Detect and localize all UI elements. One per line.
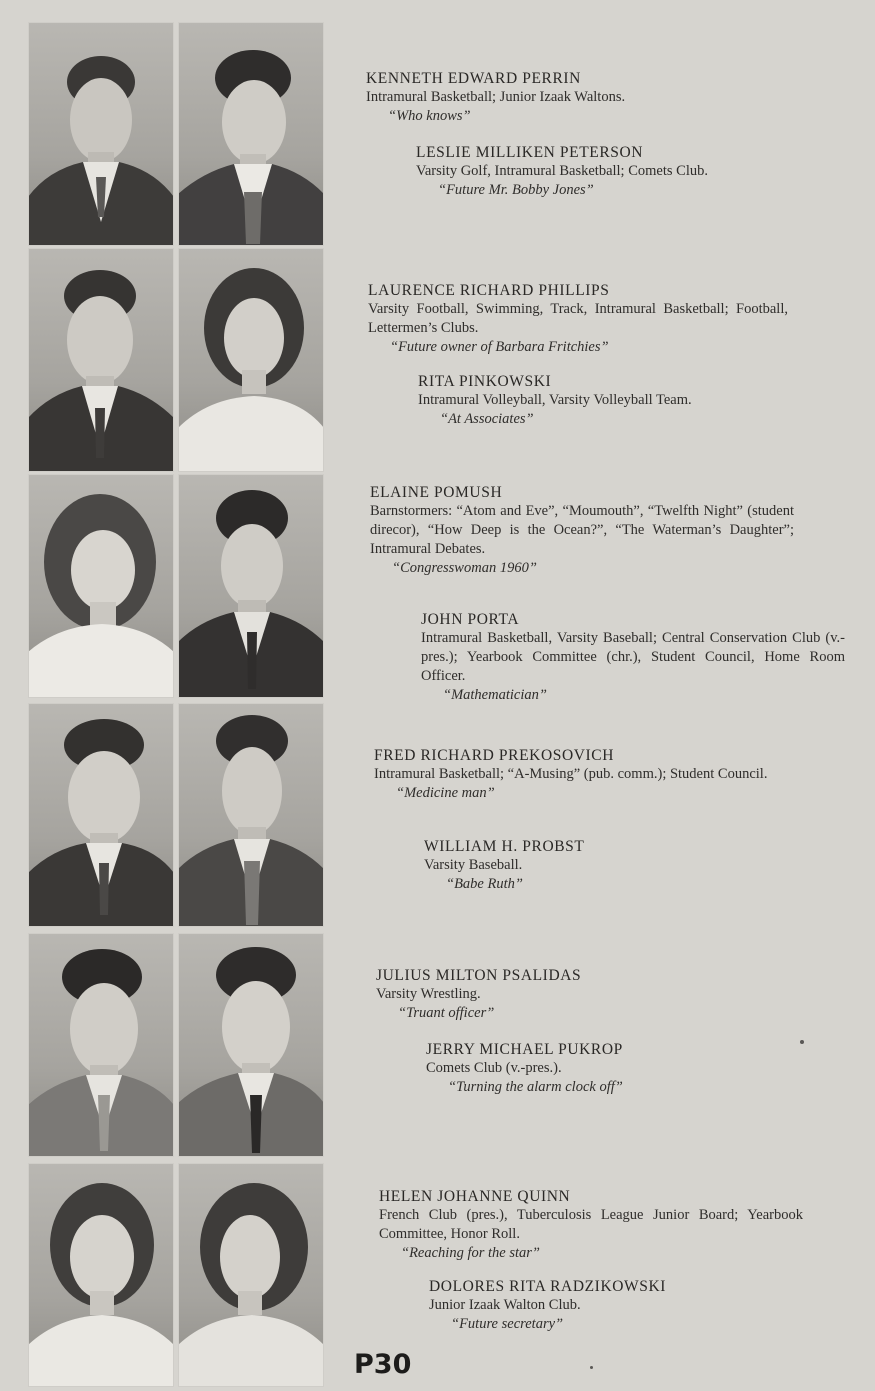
student-quote: “Babe Ruth” <box>446 876 523 892</box>
print-speck <box>800 1040 804 1044</box>
portrait-photo <box>28 474 174 698</box>
student-quote: “Congresswoman 1960” <box>392 560 537 576</box>
student-name: JOHN PORTA <box>421 611 520 628</box>
student-entry <box>370 483 794 578</box>
student-entry <box>374 746 796 803</box>
student-quote: “Mathematician” <box>443 687 547 703</box>
student-quote: “At Associates” <box>440 411 534 427</box>
student-entry <box>368 281 788 357</box>
student-entry <box>429 1277 809 1334</box>
portrait-photo <box>178 22 324 246</box>
student-entry <box>426 1040 816 1097</box>
student-activities: Varsity Baseball. <box>424 857 523 873</box>
page-number: P30 <box>354 1349 412 1380</box>
student-quote: “Future Mr. Bobby Jones” <box>438 182 594 198</box>
student-activities: Comets Club (v.-pres.). <box>426 1060 562 1076</box>
portrait-photo <box>178 1163 324 1387</box>
student-activities: Varsity Wrestling. <box>376 986 481 1002</box>
portrait-photo <box>28 22 174 246</box>
student-activities: Varsity Golf, Intramural Basketball; Comets Club. <box>416 163 708 179</box>
portrait-photo <box>178 248 324 472</box>
portrait-photo <box>178 703 324 927</box>
student-name: JULIUS MILTON PSALIDAS <box>376 967 582 984</box>
student-quote: “Future secretary” <box>451 1316 564 1332</box>
print-speck <box>590 1366 593 1369</box>
student-name: LESLIE MILLIKEN PETERSON <box>416 144 644 161</box>
student-quote: “Truant officer” <box>398 1005 495 1021</box>
student-name: WILLIAM H. PROBST <box>424 838 585 855</box>
student-activities: Barnstormers: “Atom and Eve”, “Moumouth”, “Twelfth Night” (student direcor), “How Deep is the Ocean?”, “The Waterman’s Daughter”; Intramural Debates. <box>370 503 794 557</box>
student-name: KENNETH EDWARD PERRIN <box>366 70 581 87</box>
student-name: DOLORES RITA RADZIKOWSKI <box>429 1278 667 1295</box>
student-quote: “Turning the alarm clock off” <box>448 1079 623 1095</box>
portrait-photo <box>28 933 174 1157</box>
student-entry <box>421 610 845 705</box>
student-activities: Intramural Basketball; Junior Izaak Waltons. <box>366 89 626 105</box>
student-name: JERRY MICHAEL PUKROP <box>426 1041 623 1058</box>
student-activities: Varsity Football, Swimming, Track, Intramural Basketball; Football, Lettermen’s Clubs. <box>368 301 788 336</box>
student-quote: “Who knows” <box>388 108 471 124</box>
student-activities: Intramural Basketball; “A-Musing” (pub. comm.); Student Council. <box>374 766 768 782</box>
student-entry <box>424 837 804 894</box>
student-activities: French Club (pres.), Tuberculosis League Junior Board; Yearbook Committee, Honor Roll. <box>379 1207 803 1242</box>
student-name: FRED RICHARD PREKOSOVICH <box>374 747 615 764</box>
student-activities: Intramural Volleyball, Varsity Volleyball Team. <box>418 392 692 408</box>
student-name: ELAINE POMUSH <box>370 484 503 501</box>
portrait-photo <box>28 703 174 927</box>
student-name: RITA PINKOWSKI <box>418 373 552 390</box>
student-entry <box>379 1187 803 1263</box>
student-activities: Intramural Basketball, Varsity Baseball; Central Conservation Club (v.-pres.); Yearbook Committee (chr.), Student Council, Home Room Officer. <box>421 630 845 684</box>
student-activities: Junior Izaak Walton Club. <box>429 1297 581 1313</box>
student-name: LAURENCE RICHARD PHILLIPS <box>368 282 610 299</box>
student-quote: “Reaching for the star” <box>401 1245 540 1261</box>
student-entry <box>416 143 826 200</box>
student-entry <box>376 966 796 1023</box>
portrait-photo <box>178 474 324 698</box>
student-entry <box>366 69 786 126</box>
portrait-photo <box>178 933 324 1157</box>
portrait-photo <box>28 1163 174 1387</box>
student-quote: “Medicine man” <box>396 785 495 801</box>
portrait-photo <box>28 248 174 472</box>
student-quote: “Future owner of Barbara Fritchies” <box>390 339 609 355</box>
student-entry <box>418 372 808 429</box>
student-name: HELEN JOHANNE QUINN <box>379 1188 571 1205</box>
